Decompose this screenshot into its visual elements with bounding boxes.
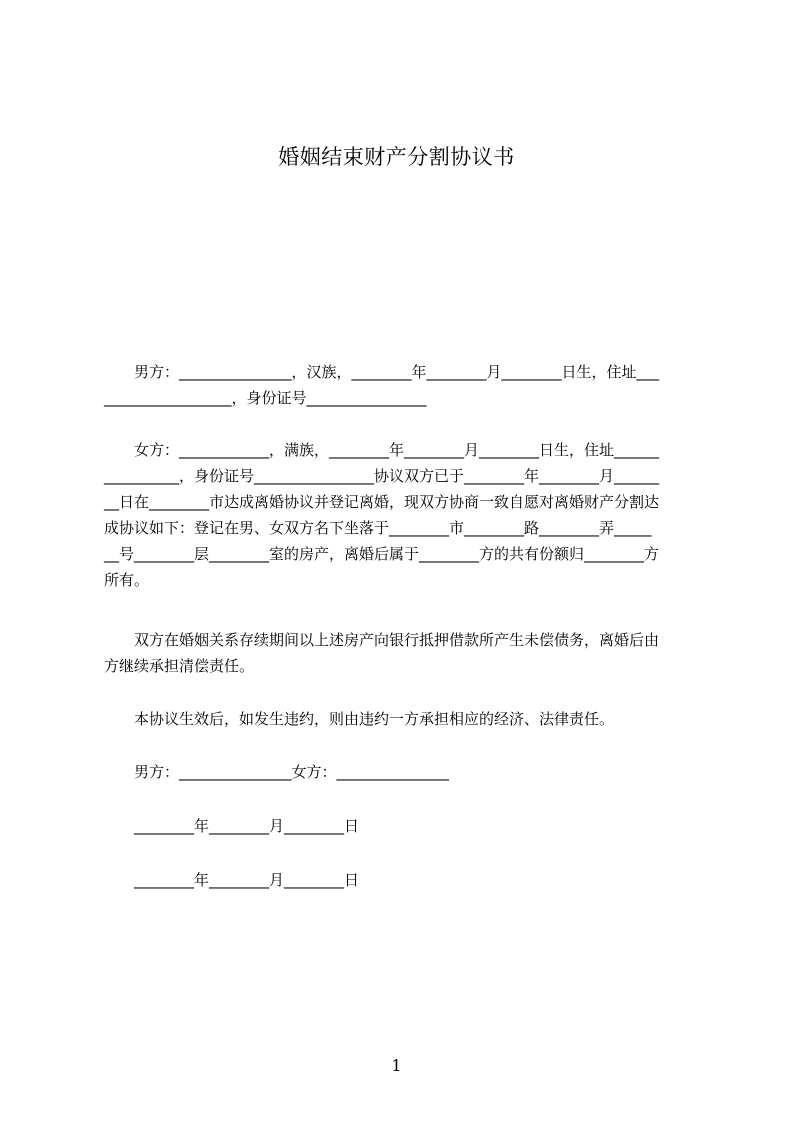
paragraph-male-party-line-2: _________________，身份证号________________ bbox=[104, 389, 427, 407]
paragraph-debt-line-2: 方继续承担清偿责任。 bbox=[104, 657, 255, 675]
paragraph-breach-line: 本协议生效后，如发生违约，则由违约一方承担相应的经济、法律责任。 bbox=[104, 710, 615, 728]
page-number: 1 bbox=[391, 1056, 402, 1075]
paragraph-female-party-line-5: __号________层________室的房产，离婚后属于________方的共有份额归________方 bbox=[104, 545, 660, 563]
document-title: 婚姻结束财产分割协议书 bbox=[278, 145, 515, 169]
paragraph-female-party-line-1: 女方：____________，满族，________年________月________日生，住址______ bbox=[104, 441, 660, 459]
paragraph-male-party-line-1: 男方：_______________，汉族，________年________月________日生，住址___ bbox=[104, 363, 660, 381]
paragraph-debt-line-1: 双方在婚姻关系存续期间以上述房产向银行抵押借款所产生未偿债务，离婚后由 bbox=[104, 631, 660, 649]
date-line-1: ________年________月________日 bbox=[104, 817, 360, 835]
paragraph-female-party-line-4: 成协议如下：登记在男、女双方名下坐落于________市________路________弄_____ bbox=[104, 519, 652, 537]
paragraph-female-party-line-2: __________，身份证号________________协议双方已于________年________月______ bbox=[104, 467, 660, 485]
paragraph-female-party-line-3: __日在________市达成离婚协议并登记离婚，现双方协商一致自愿对离婚财产分割达 bbox=[104, 493, 660, 511]
paragraph-female-party-line-6: 所有。 bbox=[104, 571, 150, 589]
signature-line: 男方：_______________女方：_______________ bbox=[104, 763, 450, 781]
date-line-2: ________年________月________日 bbox=[104, 871, 360, 889]
